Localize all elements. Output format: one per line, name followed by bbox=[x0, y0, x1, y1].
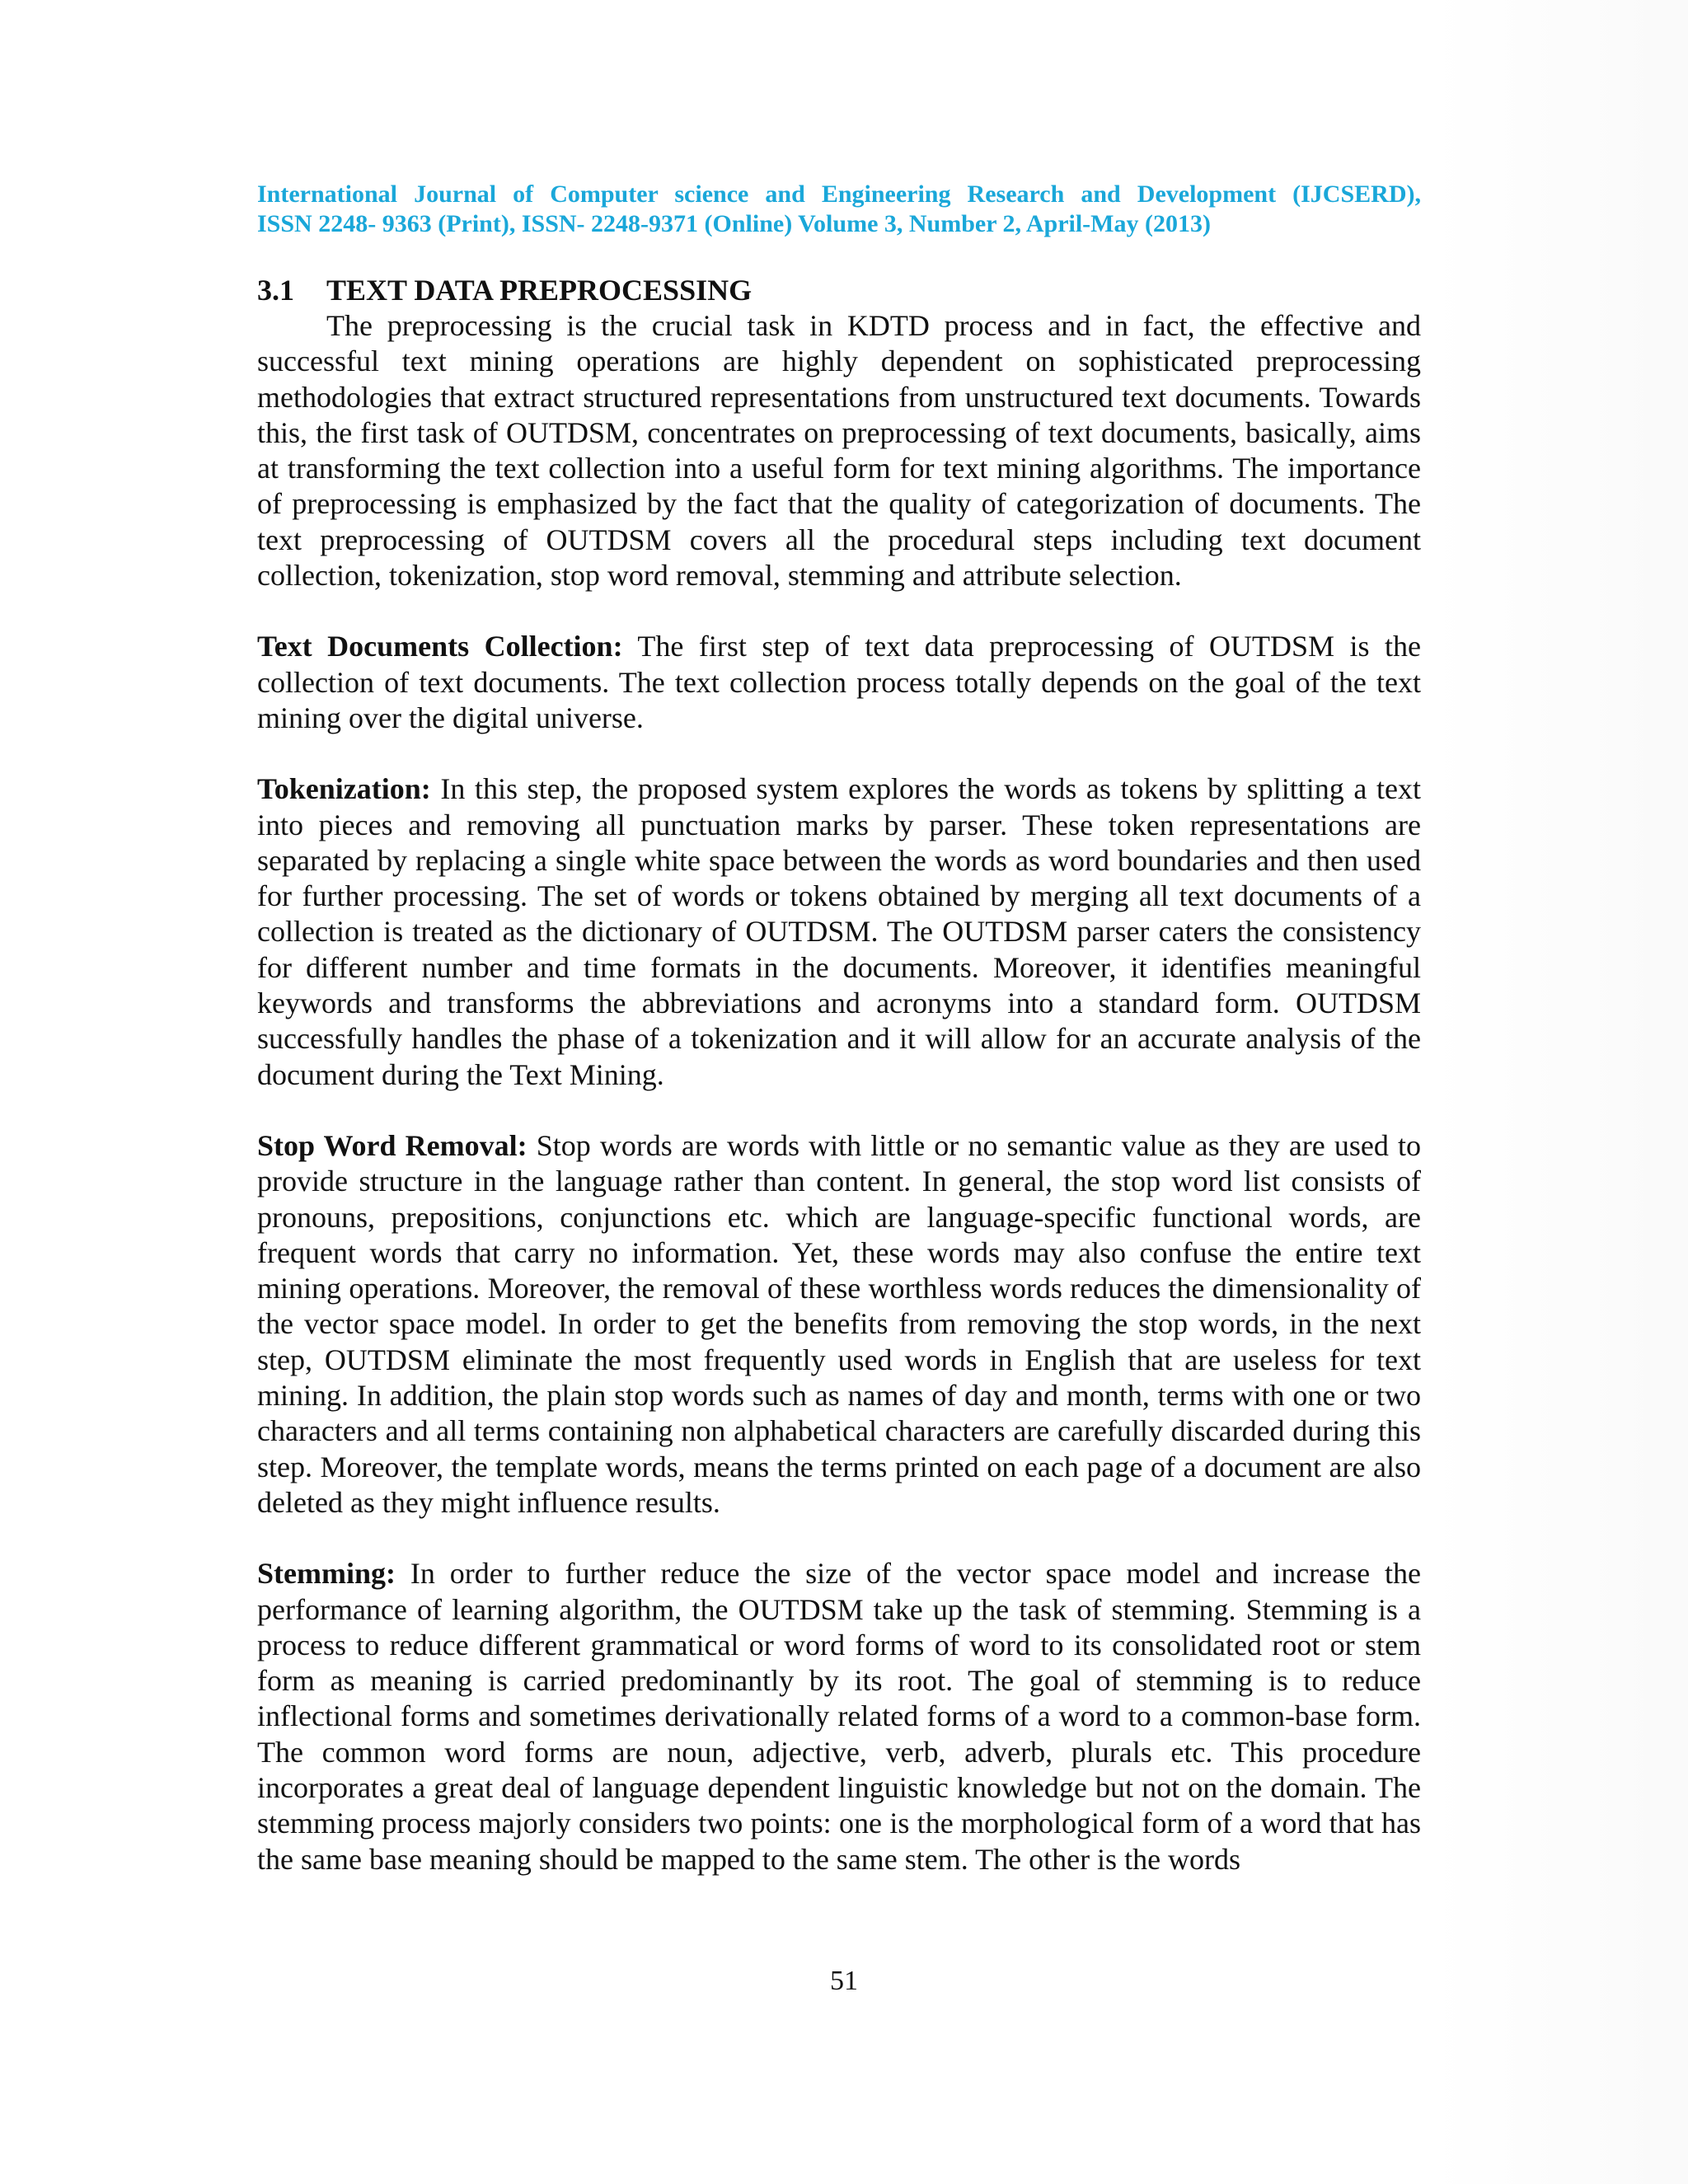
paragraph-term: Stop Word Removal: bbox=[257, 1128, 528, 1162]
section-title: TEXT DATA PREPROCESSING bbox=[326, 274, 753, 307]
paragraph-body: The first step of text data preprocessing of OUTDSM is the collection of text documents. The text collection process totally depends on the goal of the text mining over the digital universe. bbox=[257, 630, 1421, 734]
paragraph-term: Tokenization: bbox=[257, 772, 431, 806]
paragraph-body: In this step, the proposed system explores the words as tokens by splitting a text into pieces and removing all punctuation marks by parser. These token representations are separated by replacing a single white space between the words as word boundaries and then used for further processing. The set of words or tokens obtained by merging all text documents of a collection is treated as the dictionary of OUTDSM. The OUTDSM parser caters the consistency for different number and time formats in the documents. Moreover, it identifies meaningful keywords and transforms the abbreviations and acronyms into a standard form. OUTDSM successfully handles the phase of a tokenization and it will allow for an accurate analysis of the document during the Text Mining. bbox=[257, 772, 1421, 1091]
paragraph-body: Stop words are words with little or no semantic value as they are used to provide structure in the language rather than content. In general, the stop word list consists of pronouns, prepositions, conjunctions etc. which are language-specific functional words, are frequent words that carry no information. Yet, these words may also confuse the entire text mining operations. Moreover, the removal of these worthless words reduces the dimensionality of the vector space model. In order to get the benefits from removing the stop words, in the next step, OUTDSM eliminate the most frequently used words in English that are useless for text mining. In addition, the plain stop words such as names of day and month, terms with one or two characters and all terms containing non alphabetical characters are carefully discarded during this step. Moreover, the template words, means the terms printed on each page of a document are also deleted as they might influence results. bbox=[257, 1128, 1421, 1519]
section-number: 3.1 bbox=[257, 274, 294, 307]
paragraph-term: Text Documents Collection: bbox=[257, 630, 623, 663]
paragraph-body: In order to further reduce the size of the vector space model and increase the performance of learning algorithm, the OUTDSM take up the task of stemming. Stemming is a process to reduce different grammatical or word forms of word to its consolidated root or stem form as meaning is carried predominantly by its root. The goal of stemming is to reduce inflectional forms and sometimes derivationally related forms of a word to a common-base form. The common word forms are noun, adjective, verb, adverb, plurals etc. This procedure incorporates a great deal of language dependent linguistic knowledge but not on the domain. The stemming process majorly considers two points: one is the morphological form of a word that has the same base meaning should be mapped to the same stem. The other is the words bbox=[257, 1557, 1421, 1876]
journal-header-line-1: International Journal of Computer science and Engineering Research and Development (IJCSERD), bbox=[257, 180, 1421, 208]
scan-shading bbox=[1432, 0, 1688, 2184]
paragraph-term: Stemming: bbox=[257, 1557, 396, 1591]
page-content bbox=[257, 180, 1421, 1877]
paragraph-stop-word-removal bbox=[257, 1128, 1421, 1521]
page-number: 51 bbox=[830, 1966, 858, 1996]
journal-header-line-2: ISSN 2248- 9363 (Print), ISSN- 2248-9371 (Online) Volume 3, Number 2, April-May (2013) bbox=[257, 210, 1211, 237]
journal-header bbox=[257, 180, 1421, 239]
paragraph-text-documents-collection bbox=[257, 629, 1421, 736]
section-heading bbox=[257, 272, 1421, 308]
intro-paragraph: The preprocessing is the crucial task in KDTD process and in fact, the effective and successful text mining operations are highly dependent on sophisticated preprocessing methodologies that extract structured representations from unstructured text documents. Towards this, the first task of OUTDSM, concentrates on preprocessing of text documents, basically, aims at transforming the text collection into a useful form for text mining algorithms. The importance of preprocessing is emphasized by the fact that the quality of categorization of documents. The text preprocessing of OUTDSM covers all the procedural steps including text document collection, tokenization, stop word removal, stemming and attribute selection. bbox=[257, 309, 1421, 593]
paragraph-tokenization bbox=[257, 771, 1421, 1093]
paragraph-stemming bbox=[257, 1556, 1421, 1877]
